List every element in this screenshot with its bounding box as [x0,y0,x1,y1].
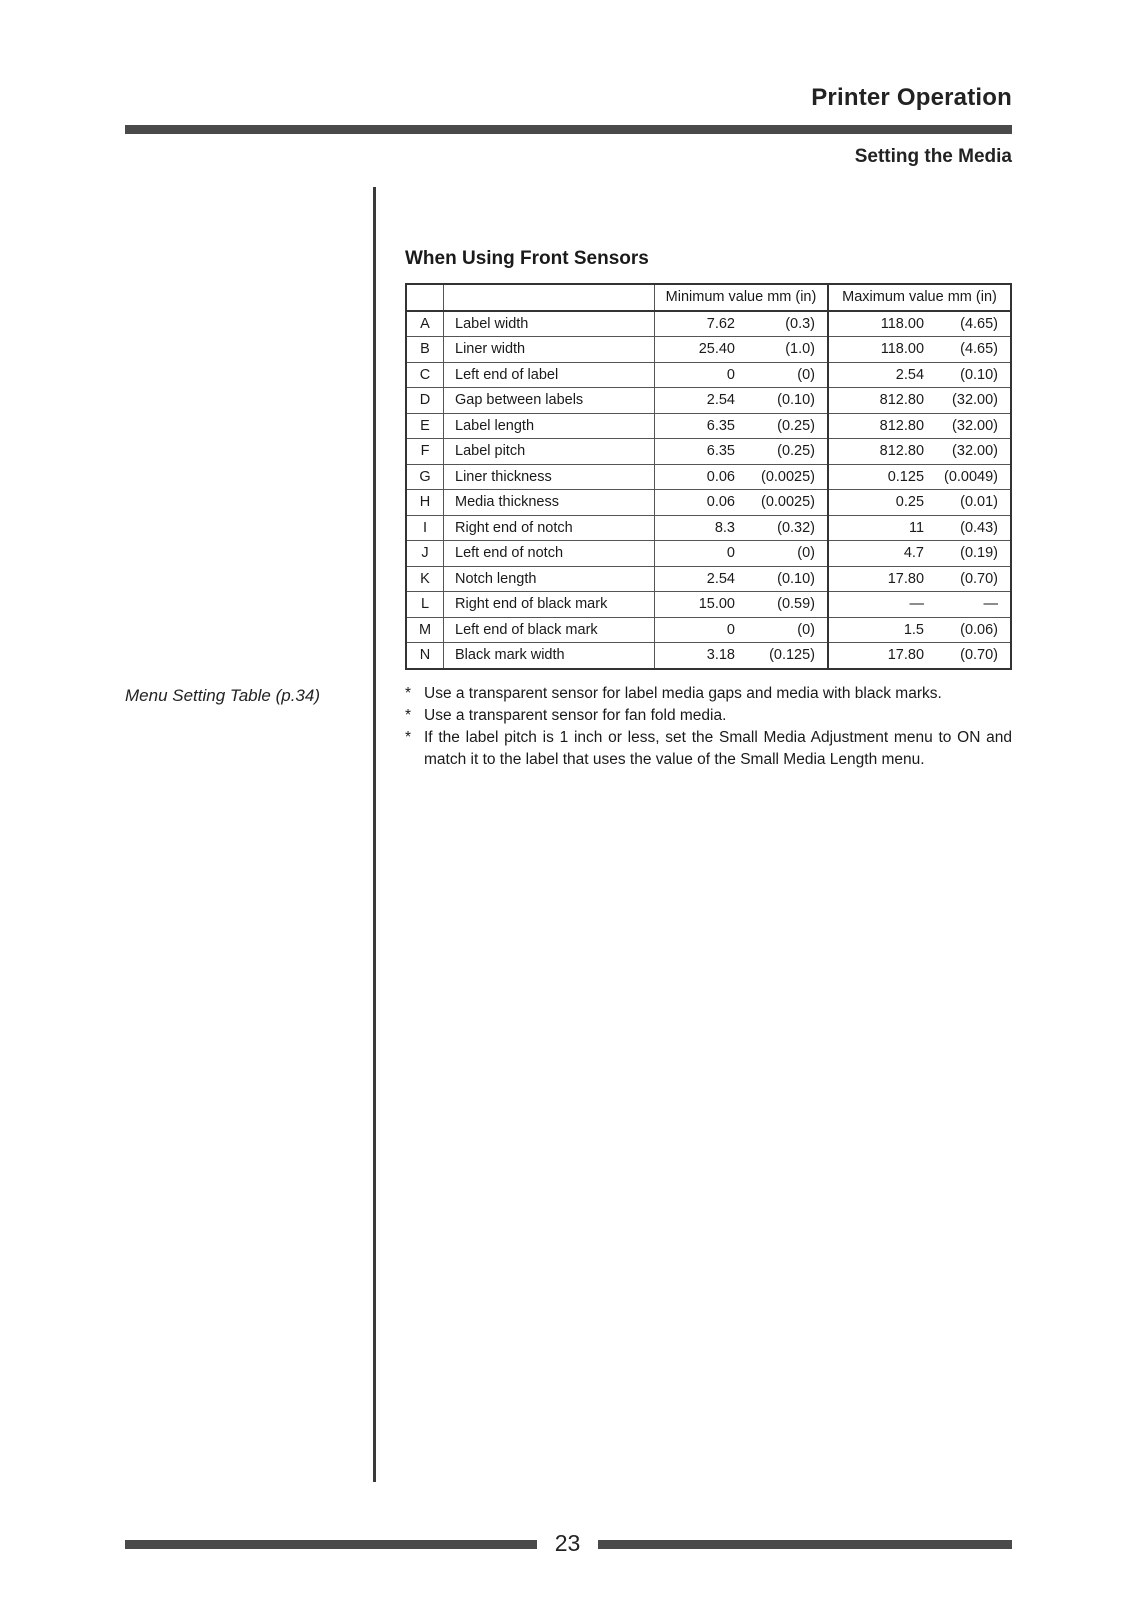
row-min-in: (0) [735,541,828,567]
table-row [406,592,1011,618]
table-row [406,337,1011,363]
footnote-item [405,705,1012,727]
table-row [406,362,1011,388]
header-rule [125,125,1012,134]
asterisk-marker: * [405,707,412,724]
row-max-in: (4.65) [924,337,1011,363]
row-max-in: (0.70) [924,643,1011,669]
row-min-in: (0.59) [735,592,828,618]
row-item: Gap between labels [444,388,655,414]
row-min-mm: 0 [655,362,736,388]
section-title: Setting the Media [854,146,1012,167]
row-min-mm: 3.18 [655,643,736,669]
table-row [406,311,1011,337]
row-min-mm: 0 [655,617,736,643]
header-maximum: Maximum value mm (in) [828,284,1011,311]
row-max-in: (0.01) [924,490,1011,516]
row-min-in: (0.25) [735,439,828,465]
row-letter: C [406,362,444,388]
chapter-title: Printer Operation [811,84,1012,111]
row-max-in: (4.65) [924,311,1011,337]
media-spec-table [405,283,1012,670]
column-divider [373,187,376,1482]
row-max-in: (32.00) [924,413,1011,439]
row-letter: I [406,515,444,541]
row-letter: H [406,490,444,516]
row-item: Left end of label [444,362,655,388]
table-row [406,643,1011,669]
header-blank-letter [406,284,444,311]
row-item: Label width [444,311,655,337]
table-row [406,541,1011,567]
row-max-in: (0.10) [924,362,1011,388]
row-item: Liner width [444,337,655,363]
row-letter: N [406,643,444,669]
subsection-title: When Using Front Sensors [405,248,649,269]
row-max-mm: 17.80 [828,643,924,669]
cross-reference-note: Menu Setting Table (p.34) [125,686,320,705]
row-item: Label pitch [444,439,655,465]
row-min-in: (0.32) [735,515,828,541]
row-min-mm: 0.06 [655,464,736,490]
row-max-in: (0.43) [924,515,1011,541]
row-letter: M [406,617,444,643]
row-letter: F [406,439,444,465]
table-row [406,515,1011,541]
table-row [406,617,1011,643]
row-min-in: (0.0025) [735,490,828,516]
row-max-mm: 2.54 [828,362,924,388]
table-row [406,566,1011,592]
row-item: Left end of notch [444,541,655,567]
row-letter: J [406,541,444,567]
row-max-in: (0.06) [924,617,1011,643]
row-item: Right end of black mark [444,592,655,618]
row-letter: L [406,592,444,618]
row-max-mm: 0.125 [828,464,924,490]
row-letter: E [406,413,444,439]
row-letter: A [406,311,444,337]
row-max-in: (0.19) [924,541,1011,567]
footnote-item [405,727,1012,771]
row-max-mm: 11 [828,515,924,541]
row-min-mm: 0 [655,541,736,567]
row-min-mm: 6.35 [655,413,736,439]
row-min-mm: 6.35 [655,439,736,465]
row-min-mm: 8.3 [655,515,736,541]
row-max-mm: 118.00 [828,337,924,363]
asterisk-marker: * [405,685,412,702]
table-row [406,490,1011,516]
footnotes [405,683,1012,771]
row-max-in: (0.0049) [924,464,1011,490]
page-number: 23 [554,1530,581,1556]
row-letter: K [406,566,444,592]
row-item: Right end of notch [444,515,655,541]
row-max-mm: 4.7 [828,541,924,567]
row-min-in: (0) [735,362,828,388]
row-min-mm: 15.00 [655,592,736,618]
row-item: Notch length [444,566,655,592]
row-max-in: — [924,592,1011,618]
row-max-mm: 1.5 [828,617,924,643]
row-item: Liner thickness [444,464,655,490]
footnote-text: Use a transparent sensor for fan fold media. [424,707,727,724]
header-blank-item [444,284,655,311]
table-header-row [406,284,1011,311]
row-max-mm: — [828,592,924,618]
row-min-mm: 0.06 [655,490,736,516]
footnote-text: If the label pitch is 1 inch or less, set the Small Media Adjustment menu to ON and match it to the label that uses the value of the Small Media Length menu. [424,729,1012,768]
row-item: Left end of black mark [444,617,655,643]
row-max-mm: 118.00 [828,311,924,337]
row-min-in: (0) [735,617,828,643]
row-min-in: (0.10) [735,566,828,592]
row-max-mm: 0.25 [828,490,924,516]
row-min-in: (0.125) [735,643,828,669]
header-minimum: Minimum value mm (in) [655,284,829,311]
row-max-mm: 812.80 [828,439,924,465]
row-letter: G [406,464,444,490]
row-max-in: (0.70) [924,566,1011,592]
row-min-mm: 2.54 [655,388,736,414]
row-min-mm: 7.62 [655,311,736,337]
row-letter: B [406,337,444,363]
footnote-item [405,683,1012,705]
row-max-mm: 812.80 [828,413,924,439]
table-row [406,439,1011,465]
row-max-mm: 17.80 [828,566,924,592]
row-min-mm: 25.40 [655,337,736,363]
row-min-in: (1.0) [735,337,828,363]
row-item: Media thickness [444,490,655,516]
row-letter: D [406,388,444,414]
row-max-mm: 812.80 [828,388,924,414]
table-body [406,311,1011,669]
row-min-mm: 2.54 [655,566,736,592]
footnote-text: Use a transparent sensor for label media gaps and media with black marks. [424,685,942,702]
table-row [406,413,1011,439]
row-max-in: (32.00) [924,439,1011,465]
row-item: Label length [444,413,655,439]
footer-rule-right [598,1540,1012,1549]
asterisk-marker: * [405,729,412,746]
row-item: Black mark width [444,643,655,669]
table-row [406,464,1011,490]
row-max-in: (32.00) [924,388,1011,414]
row-min-in: (0.25) [735,413,828,439]
row-min-in: (0.10) [735,388,828,414]
row-min-in: (0.3) [735,311,828,337]
row-min-in: (0.0025) [735,464,828,490]
table-row [406,388,1011,414]
footer-rule-left [125,1540,537,1549]
